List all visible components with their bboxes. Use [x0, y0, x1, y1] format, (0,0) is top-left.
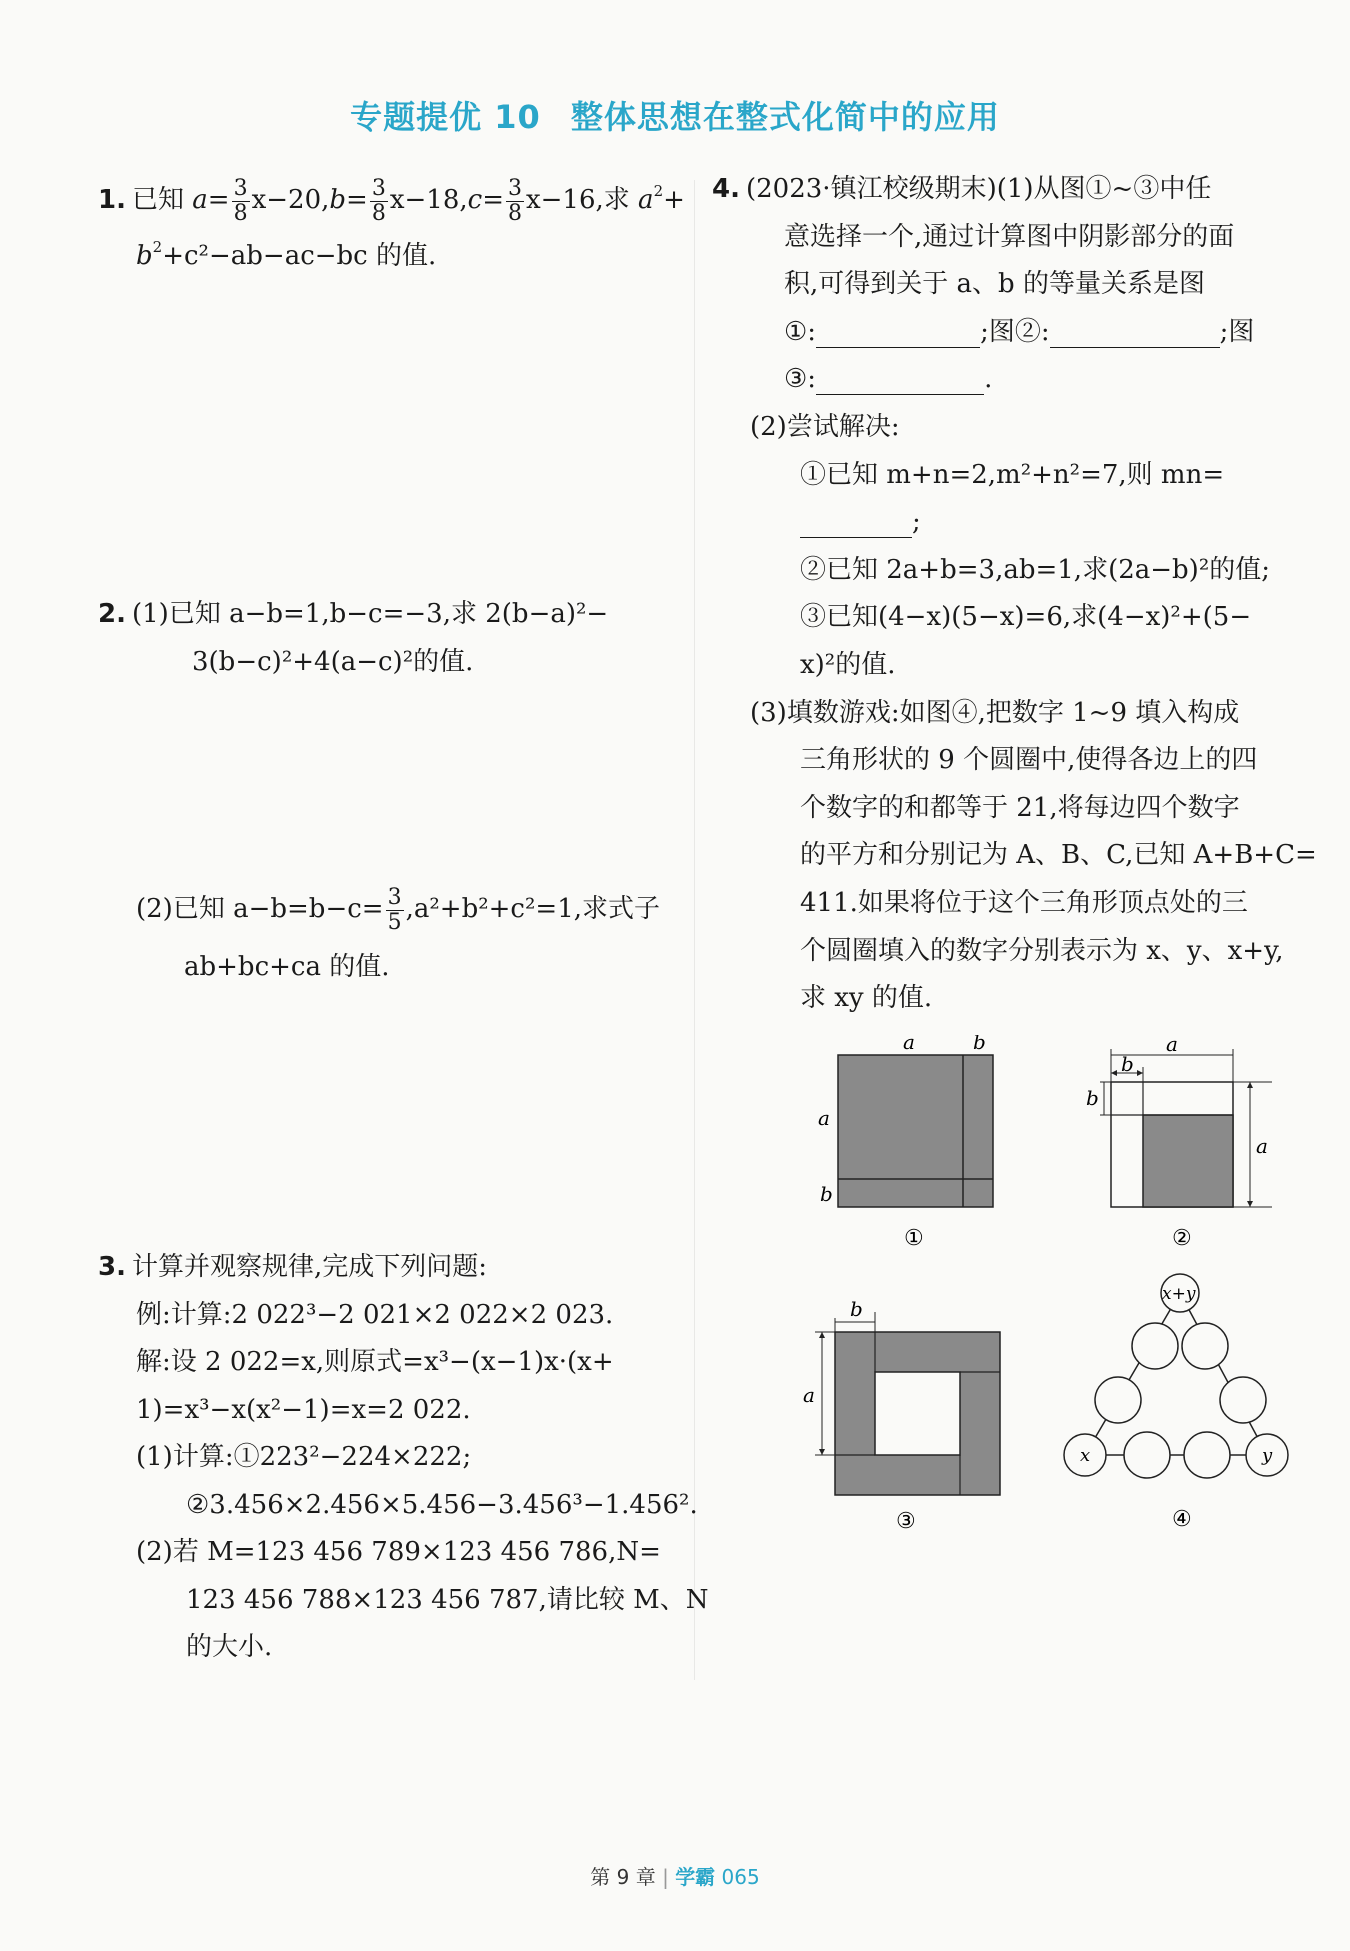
circle: [1182, 1323, 1228, 1369]
equals: =: [207, 185, 230, 215]
q3-solution-line2: 1)=x³−x(x²−1)=x=2 022.: [136, 1394, 471, 1425]
q3-intro: 计算并观察规律,完成下列问题:: [132, 1252, 488, 1282]
q4-part2-heading: (2)尝试解决:: [750, 411, 900, 442]
label-x: x: [1080, 1445, 1091, 1466]
circle: [1184, 1432, 1230, 1478]
fig1-label: ①:: [784, 316, 817, 347]
label-a-top: a: [903, 1035, 915, 1054]
q3-p1-line2: ②3.456×2.456×5.456−3.456³−1.456².: [186, 1489, 698, 1520]
figure-1: [808, 1035, 1008, 1259]
figure-3-diagram: [800, 1290, 1020, 1540]
frac-num: 3: [507, 175, 522, 201]
equals: =: [482, 185, 504, 215]
frac-den: 5: [387, 909, 402, 935]
q2-number: 2.: [98, 599, 126, 629]
q2-line1: [98, 590, 688, 638]
answer-blank-fig3[interactable]: [816, 362, 984, 395]
semicolon: ;: [912, 507, 921, 538]
var-c: c: [467, 185, 483, 215]
period: .: [984, 364, 993, 395]
label-a-top: a: [1166, 1035, 1178, 1056]
q4-part3-line4: 的平方和分别记为 A、B、C,已知 A+B+C=: [800, 840, 1317, 871]
q1-line2-text: +c²−ab−ac−bc 的值.: [162, 240, 437, 271]
fraction-3-8: [506, 177, 524, 226]
question-4: [712, 166, 1317, 1023]
q4-line8: [712, 499, 1312, 547]
q4-part3-line3: 个数字的和都等于 21,将每边四个数字: [800, 792, 1240, 823]
frac-num: 3: [233, 175, 248, 201]
q4-line1: [712, 166, 1312, 214]
answer-blank-fig2[interactable]: [1050, 315, 1220, 348]
frac-den: 8: [371, 200, 386, 226]
q2-p2-line2: ab+bc+ca 的值.: [184, 951, 390, 982]
var-b: b: [136, 240, 153, 271]
circle: [1095, 1377, 1141, 1423]
page-footer: [0, 1861, 1350, 1890]
q4-part3-line1: (3)填数游戏:如图④,把数字 1~9 填入构成: [750, 697, 1240, 728]
question-3: [98, 1244, 709, 1672]
label-a-right: a: [1256, 1134, 1268, 1158]
page-number: 065: [721, 1865, 760, 1889]
title-part2: 整体思想在整式化简中的应用: [570, 98, 1000, 136]
figure-2-caption: ②: [1172, 1226, 1192, 1251]
q2-p2-text-b: ,a²+b²+c²=1,求式子: [405, 894, 660, 924]
figure-1-diagram: [808, 1035, 1008, 1255]
label-y: y: [1262, 1445, 1273, 1466]
question-2-part2: [136, 885, 696, 991]
figure-2-diagram: [1080, 1035, 1280, 1255]
var-a: a: [638, 185, 654, 215]
fraction-3-8: [232, 177, 250, 226]
question-1: [98, 176, 688, 280]
q2-p1-line1: (1)已知 a−b=1,b−c=−3,求 2(b−a)²−: [132, 599, 609, 629]
question-2: [98, 590, 688, 686]
figure-3: [800, 1290, 1020, 1544]
frac-num: 3: [371, 175, 386, 201]
q4-number: 4.: [712, 174, 740, 204]
figure-1-caption: ①: [904, 1226, 924, 1251]
q2-p2-text-a: (2)已知 a−b=b−c=: [136, 894, 384, 924]
footer-brand: 学霸: [675, 1865, 716, 1889]
fraction-3-5: [386, 886, 404, 935]
q2-p1-line2: 3(b−c)²+4(a−c)²的值.: [192, 647, 474, 677]
circle: [1132, 1323, 1178, 1369]
q4-line3: 积,可得到关于 a、b 的等量关系是图: [784, 269, 1205, 300]
q1-term3: x−16,求: [525, 185, 639, 215]
q4-part2-item2: ②已知 2a+b=3,ab=1,求(2a−b)²的值;: [800, 554, 1271, 585]
q3-line1: [98, 1244, 688, 1292]
q1-line2: $b^2+c^2-ab-ac-bc$ 的值.: [136, 237, 437, 271]
figure-4: [1055, 1268, 1295, 1542]
q4-part2-item1: ①已知 m+n=2,m²+n²=7,则 mn=: [800, 459, 1225, 490]
q4-line4: [712, 309, 1312, 357]
q3-number: 3.: [98, 1252, 126, 1282]
q3-p2-line1: (2)若 M=123 456 789×123 456 786,N=: [136, 1537, 661, 1567]
q4-part3-line7: 求 xy 的值.: [800, 983, 933, 1014]
frac-num: 3: [387, 884, 402, 910]
q4-part3-line6: 个圆圈填入的数字分别表示为 x、y、x+y,: [800, 935, 1284, 966]
frac-den: 8: [507, 200, 522, 226]
q3-p2-line2: 123 456 788×123 456 787,请比较 M、N: [186, 1584, 709, 1615]
frac-den: 8: [233, 200, 248, 226]
figure-4-diagram: [1055, 1268, 1295, 1538]
figure-3-caption: ③: [896, 1509, 916, 1534]
answer-blank-mn[interactable]: [800, 505, 912, 538]
fig3-label-start: ;图: [1219, 316, 1255, 347]
circle: [1220, 1377, 1266, 1423]
q1-line1: 1. 已知 a= $\frac{3}{8}$ x−20,b= $\frac{3}{8}$ x−18,c= $\frac{3}{8}$ x−16,求 $a^2+$: [98, 175, 685, 226]
label-a-left: a: [818, 1106, 830, 1130]
answer-blank-fig1[interactable]: [816, 315, 980, 348]
q4-part3-line2: 三角形状的 9 个圆圈中,使得各边上的四: [800, 745, 1258, 776]
circle: [1124, 1432, 1170, 1478]
footer-chapter: 第 9 章: [590, 1865, 656, 1889]
label-x-plus-y: x+y: [1162, 1284, 1196, 1304]
equals: =: [346, 185, 368, 215]
q4-line1-text: (2023·镇江校级期末)(1)从图①~③中任: [746, 174, 1212, 204]
page-title: [0, 92, 1350, 138]
q4-line5: [712, 356, 1312, 404]
title-part1: 专题提优 10: [350, 98, 541, 136]
q1-number: 1.: [98, 185, 126, 215]
fig3-label: ③:: [784, 364, 817, 395]
figure-4-caption: ④: [1172, 1507, 1192, 1532]
q3-p2-line3: 的大小.: [186, 1632, 273, 1662]
label-b-left: b: [1086, 1086, 1099, 1110]
figure-2: [1080, 1035, 1280, 1259]
label-b-top: b: [973, 1035, 986, 1054]
fig2-label: ;图②:: [980, 316, 1050, 347]
label-b-top: b: [850, 1297, 863, 1321]
q3-solution-line1: 解:设 2 022=x,则原式=x³−(x−1)x·(x+: [136, 1347, 614, 1377]
fraction-3-8: [370, 177, 388, 226]
q4-part2-item3-line1: ③已知(4−x)(5−x)=6,求(4−x)²+(5−: [800, 602, 1252, 633]
q2-p2-line1: [136, 885, 696, 935]
label-b-top: b: [1121, 1052, 1134, 1076]
q1-term1: x−20,: [251, 185, 330, 215]
footer-separator: |: [662, 1865, 669, 1889]
var-b: b: [329, 185, 347, 215]
label-b-left: b: [820, 1182, 833, 1206]
q4-line2: 意选择一个,通过计算图中阴影部分的面: [784, 221, 1235, 252]
q1-text: 已知: [132, 185, 193, 215]
q1-term2: x−18,: [389, 185, 468, 215]
q4-part3-line5: 411.如果将位于这个三角形顶点处的三: [800, 887, 1248, 918]
var-a: a: [192, 185, 208, 215]
q4-part2-item3-line2: x)²的值.: [800, 649, 896, 680]
label-a-left: a: [803, 1383, 815, 1407]
q3-example: 例:计算:2 022³−2 021×2 022×2 023.: [136, 1299, 614, 1330]
q3-p1-line1: (1)计算:①223²−224×222;: [136, 1442, 472, 1472]
